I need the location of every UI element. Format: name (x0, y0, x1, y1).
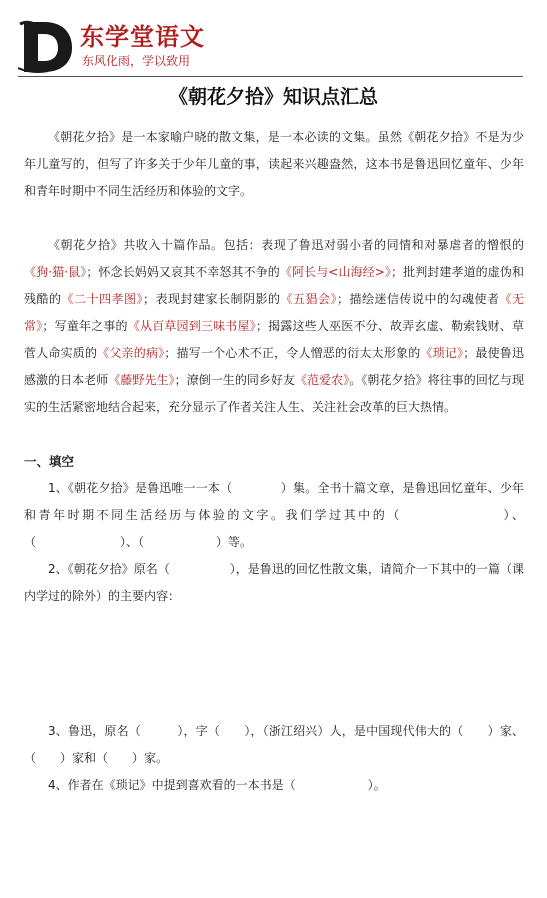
header-divider (18, 76, 523, 77)
work-title: 《从百草园到三味书屋》 (127, 319, 256, 333)
work-title: 《父亲的病》 (97, 346, 165, 360)
text: ；批判封建孝道的虚伪和残酷的 (24, 265, 524, 306)
text: 《朝花夕拾》共收入十篇作品。包括：表现了鲁迅对弱小者的同情和对暴虐者的憎恨的 (48, 238, 524, 252)
question-3: 3、鲁迅，原名（ ），字（ ），（浙江绍兴）人，是中国现代伟大的（ ）家、（ ）家和（ ）家。 (24, 724, 524, 765)
text: ；写童年之事的 (42, 319, 128, 333)
works-paragraph (24, 232, 524, 421)
spacer (24, 205, 524, 232)
text: ；怀念长妈妈又哀其不幸怒其不争的 (86, 265, 280, 279)
intro-paragraph: 《朝花夕拾》是一本家喻户晓的散文集，是一本必读的文集。虽然《朝花夕拾》不是为少年儿童写的，但写了许多关于少年儿童的事，读起来兴趣盎然，这本书是鲁迅回忆童年、少年和青年时期中不同生活经历和体验的文字。 (24, 130, 524, 198)
work-title: 《阿长与<山海经>》 (279, 265, 391, 279)
section-heading: 一、填空 (24, 454, 75, 469)
brand-slogan: 东风化雨，学以致用 (82, 54, 191, 68)
brand-name: 东学堂语文 (80, 22, 205, 51)
text: ；描写一个心术不正，令人憎恶的衍太太形象的 (164, 346, 421, 360)
page-title: 《朝花夕拾》知识点汇总 (168, 86, 378, 108)
text: ；最使鲁迅感激的日本老师 (24, 346, 524, 387)
work-title: 《藤野先生》 (108, 373, 175, 387)
text: ；表现封建家长制阴影的 (142, 292, 281, 306)
work-title: 《范爱农》 (295, 373, 350, 387)
work-title: 《五猖会》 (280, 292, 337, 306)
answer-space (24, 610, 524, 718)
question-2: 2、《朝花夕拾》原名（ ），是鲁迅的回忆性散文集，请简介一下其中的一篇（课内学过的除外）的主要内容： (24, 562, 524, 603)
logo-icon (18, 18, 74, 74)
text: ；揭露这些人巫医不分、故弄玄虚、勒索钱财、草菅人命实质的 (24, 319, 524, 360)
text: ；潦倒一生的同乡好友 (174, 373, 296, 387)
work-title: 《二十四孝图》 (61, 292, 143, 306)
question-4: 4、作者在《琐记》中提到喜欢看的一本书是（ ）。 (48, 778, 386, 792)
question-1: 1、《朝花夕拾》是鲁迅唯一一本（ ）集。全书十篇文章，是鲁迅回忆童年、少年和青年时期不同生活经历与体验的文字。我们学过其中的（ ）、（ ）、（ ）等。 (24, 481, 524, 549)
header (0, 0, 547, 78)
work-title: 《琐记》 (420, 346, 464, 360)
text: 。《朝花夕拾》将往事的回忆与现实的生活紧密地结合起来，充分显示了作者关注人生、关注社会改革的巨大热情。 (24, 373, 524, 414)
work-title: 《无常》 (24, 292, 524, 333)
text: ；描绘迷信传说中的勾魂使者 (336, 292, 500, 306)
document-body (24, 124, 524, 799)
work-title: 《狗·猫·鼠》 (24, 265, 87, 279)
